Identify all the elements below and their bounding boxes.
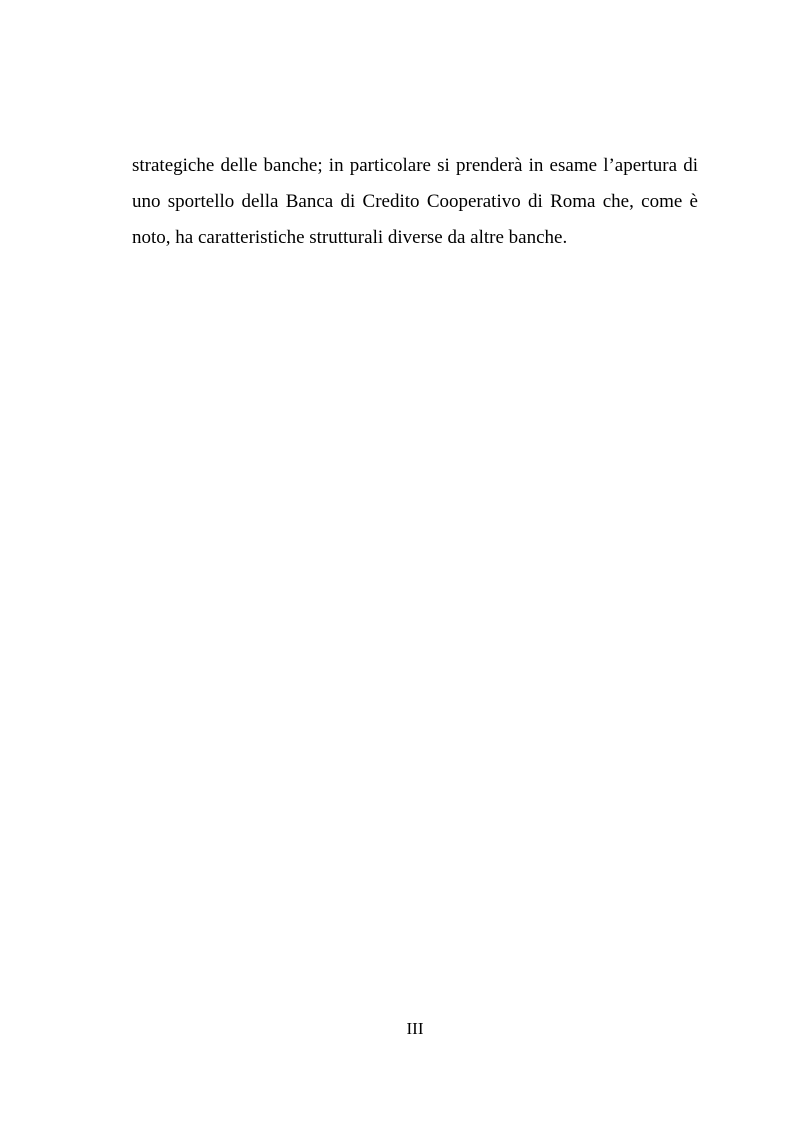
body-paragraph [132, 148, 698, 256]
paragraph-line: strategiche delle banche; in particolare si prenderà in esame l’apertura di [132, 155, 698, 176]
paragraph-line: uno sportello della Banca di Credito Cooperativo di Roma che, come è [132, 191, 698, 212]
page-number: III [406, 1019, 424, 1038]
paragraph-line: noto, ha caratteristiche strutturali diverse da altre banche. [132, 227, 568, 248]
